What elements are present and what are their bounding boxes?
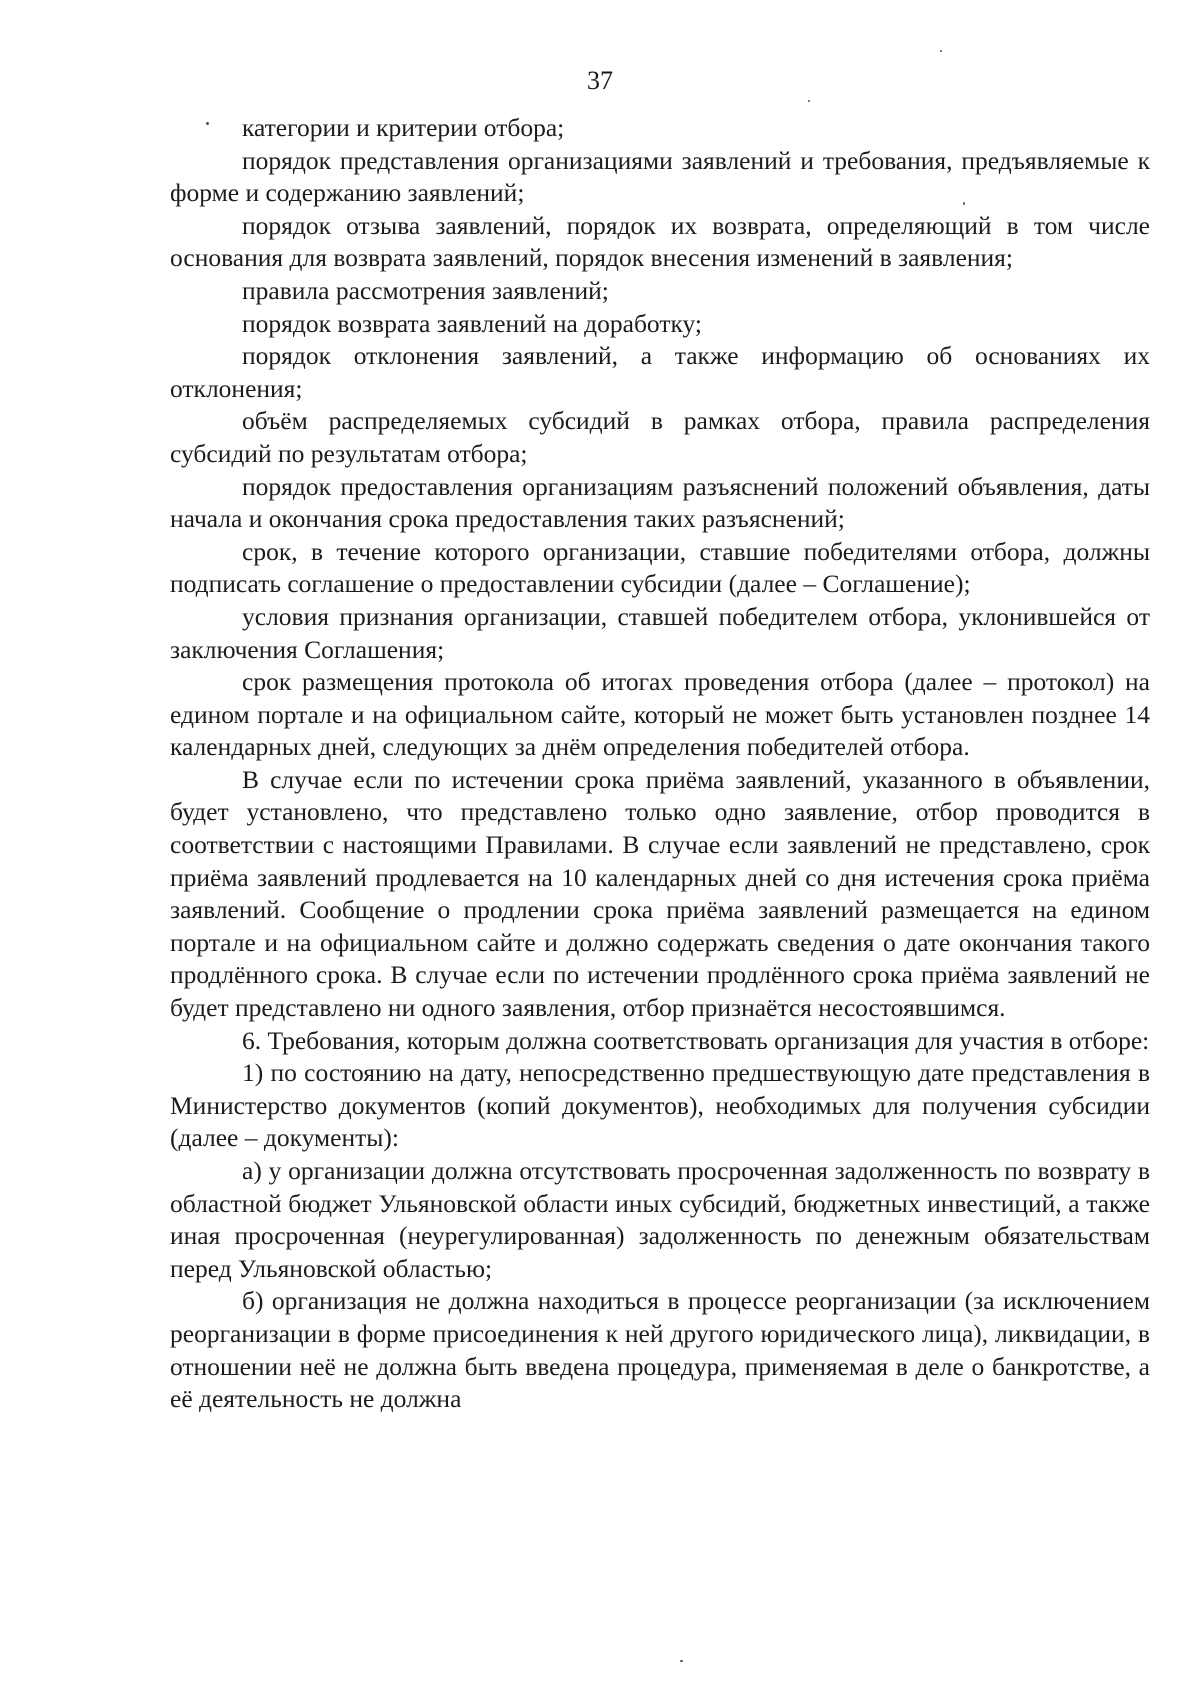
paragraph-11: срок размещения протокола об итогах проведения отбора (далее – протокол) на едином портале и на официальном сайте, который не может быть установлен позднее 14 календарных дней, следующих за днём определения победителей отбора.	[170, 667, 1150, 762]
paragraph-8: порядок предоставления организациям разъяснений положений объявления, даты начала и окончания срока предоставления таких разъяснений;	[170, 471, 1150, 534]
paragraph-13: 6. Требования, которым должна соответствовать организация для участия в отборе:	[242, 1025, 1150, 1055]
paragraph-14: 1) по состоянию на дату, непосредственно предшествующую дате представления в Министерство документов (копий документов), необходимых для получения субсидии (далее – документы):	[170, 1058, 1150, 1153]
paragraph-9: срок, в течение которого организации, ставшие победителями отбора, должны подписать соглашение о предоставлении субсидии (далее – Соглашение);	[170, 536, 1150, 599]
scan-speck	[940, 50, 942, 52]
paragraph-6: порядок отклонения заявлений, а также информацию об основаниях их отклонения;	[170, 341, 1150, 403]
paragraph-12: В случае если по истечении срока приёма заявлений, указанного в объявлении, будет установлено, что представлено только одно заявление, отбор проводится в соответствии с настоящими Правилами. В случае если заявлений не представлено, срок приёма заявлений продлевается на 10 календарных дней со дня истечения срока приёма заявлений. Сообщение о продлении срока приёма заявлений размещается на едином портале и на официальном сайте и должно содержать сведения о дате окончания такого продлённого срока. В случае если по истечении продлённого срока приёма заявлений не будет представлено ни одного заявления, отбор признаётся несостоявшимся.	[170, 764, 1150, 1023]
paragraph-3: порядок отзыва заявлений, порядок их возврата, определяющий в том числе основания для возврата заявлений, порядок внесения изменений в заявления;	[170, 210, 1150, 273]
paragraph-2: порядок представления организациями заявлений и требования, предъявляемые к форме и содержанию заявлений;	[170, 145, 1150, 208]
paragraph-5: порядок возврата заявлений на доработку;	[242, 308, 703, 338]
paragraph-10: условия признания организации, ставшей победителем отбора, уклонившейся от заключения Соглашения;	[170, 601, 1150, 664]
paragraph-15: а) у организации должна отсутствовать просроченная задолженность по возврату в областной бюджет Ульяновской области иных субсидий, бюджетных инвестиций, а также иная просроченная (неурегулированная) задолженность по денежным обязательствам перед Ульяновской областью;	[170, 1156, 1150, 1283]
document-body	[170, 112, 1150, 1416]
paragraph-16: б) организация не должна находиться в процессе реорганизации (за исключением реорганизации в форме присоединения к ней другого юридического лица), ликвидации, в отношении неё не должна быть введена процедура, применяемая в деле о банкротстве, а её деятельность не должна	[170, 1286, 1150, 1414]
scan-speck	[963, 202, 965, 205]
scan-speck	[680, 1660, 683, 1662]
paragraph-4: правила рассмотрения заявлений;	[242, 275, 609, 305]
page-number: 37	[587, 66, 613, 95]
scan-speck	[808, 100, 810, 102]
paragraph-7: объём распределяемых субсидий в рамках отбора, правила распределения субсидий по результатам отбора;	[170, 406, 1150, 468]
paragraph-1: категории и критерии отбора;	[242, 113, 565, 142]
scan-speck	[206, 122, 209, 125]
